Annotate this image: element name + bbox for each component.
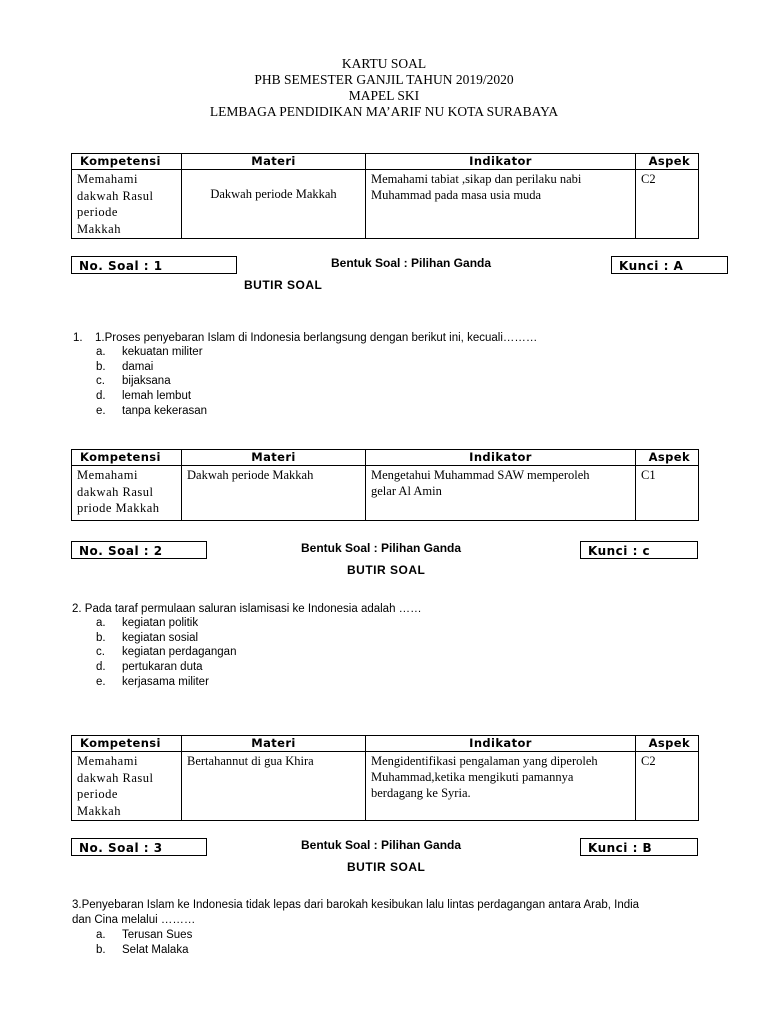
option-item [96, 631, 236, 646]
option-letter: d. [96, 661, 106, 674]
header-institution: LEMBAGA PENDIDIKAN MA’ARIF NU KOTA SURABAYA [209, 104, 559, 119]
butir-soal-label: BUTIR SOAL [347, 860, 426, 874]
text-line: priode Makkah [77, 501, 160, 515]
text-line: gelar Al Amin [371, 484, 442, 498]
text-line: berdagang ke Syria. [371, 786, 471, 800]
col-materi: Materi [182, 154, 366, 170]
question-text-line: dan Cina melalui ……… [72, 913, 196, 926]
text-line: Makkah [77, 803, 121, 818]
text-line: Mengidentifikasi pengalaman yang diperoleh [371, 754, 598, 768]
option-letter: e. [96, 675, 106, 688]
option-text: bijaksana [122, 375, 171, 388]
kunci-box: Kunci : B [580, 838, 698, 856]
option-text: pertukaran duta [122, 661, 203, 674]
text-line: Memahami tabiat ,sikap dan perilaku nabi [371, 172, 582, 186]
option-text: kerjasama militer [122, 675, 209, 688]
col-kompetensi: Kompetensi [72, 736, 182, 752]
option-letter: b. [96, 631, 106, 644]
option-item [96, 943, 192, 958]
text-line: Memahami [77, 754, 138, 768]
options-list-2 [96, 616, 236, 689]
option-item [96, 645, 236, 660]
kunci-box: Kunci : c [580, 541, 698, 559]
col-materi: Materi [182, 736, 366, 752]
option-item [96, 374, 207, 389]
option-item [96, 616, 236, 631]
question-1 [73, 331, 713, 346]
option-item [96, 345, 207, 360]
option-letter: b. [96, 943, 106, 956]
option-text: lemah lembut [122, 390, 192, 403]
bentuk-soal: Bentuk Soal : Pilihan Ganda [301, 838, 462, 852]
cell-kompetensi [72, 170, 182, 239]
col-indikator: Indikator [366, 450, 636, 466]
card-table-1 [71, 153, 699, 239]
option-item [96, 389, 207, 404]
option-text: kekuatan militer [122, 346, 203, 358]
options-list-3 [96, 928, 192, 957]
question-3 [72, 898, 732, 927]
document-header [0, 56, 768, 120]
no-soal-box: No. Soal : 3 [71, 838, 207, 856]
col-kompetensi: Kompetensi [72, 450, 182, 466]
option-item [96, 928, 192, 943]
option-text: kegiatan politik [122, 617, 199, 629]
option-letter: d. [96, 390, 106, 403]
question-text-line: 3.Penyebaran Islam ke Indonesia tidak lepas dari barokah kesibukan lalu lintas perdagangan antara Arab, India [72, 899, 640, 911]
col-indikator: Indikator [366, 154, 636, 170]
option-item [96, 660, 236, 675]
cell-indikator [366, 466, 636, 521]
cell-aspek: C1 [636, 466, 699, 521]
text-line: periode [77, 205, 118, 219]
cell-indikator [366, 170, 636, 239]
cell-materi: Dakwah periode Makkah [182, 466, 366, 521]
text-line: periode [77, 787, 118, 801]
header-exam: PHB SEMESTER GANJIL TAHUN 2019/2020 [254, 72, 514, 87]
col-aspek: Aspek [636, 736, 699, 752]
col-indikator: Indikator [366, 736, 636, 752]
col-aspek: Aspek [636, 450, 699, 466]
option-item [96, 675, 236, 690]
header-subject: MAPEL SKI [348, 88, 420, 103]
option-letter: e. [96, 404, 106, 417]
text-line: Muhammad,ketika mengikuti pamannya [371, 770, 574, 784]
card-table-3 [71, 735, 699, 821]
text-line: Memahami [77, 172, 138, 186]
card-table-2 [71, 449, 699, 521]
option-text: kegiatan perdagangan [122, 646, 237, 659]
option-text: kegiatan sosial [122, 631, 199, 644]
cell-kompetensi [72, 466, 182, 521]
option-letter: a. [96, 617, 106, 629]
butir-soal-label: BUTIR SOAL [347, 563, 426, 577]
text-line: Makkah [77, 221, 121, 236]
text-line: Mengetahui Muhammad SAW memperoleh [371, 468, 590, 482]
option-text: damai [122, 360, 154, 373]
kunci-box: Kunci : A [611, 256, 728, 274]
text-line: dakwah Rasul [77, 188, 154, 203]
option-letter: b. [96, 360, 106, 373]
cell-materi: Bertahannut di gua Khira [182, 752, 366, 821]
butir-soal-label: BUTIR SOAL [244, 278, 323, 292]
option-text: tanpa kekerasan [122, 404, 208, 417]
option-letter: a. [96, 929, 106, 941]
col-kompetensi: Kompetensi [72, 154, 182, 170]
question-text: 1.Proses penyebaran Islam di Indonesia berlangsung dengan berikut ini, kecuali……… [95, 332, 538, 344]
header-title: KARTU SOAL [341, 56, 427, 71]
cell-materi: Dakwah periode Makkah [182, 170, 366, 239]
col-materi: Materi [182, 450, 366, 466]
cell-indikator [366, 752, 636, 821]
bentuk-soal: Bentuk Soal : Pilihan Ganda [301, 541, 462, 555]
text-line: Memahami [77, 468, 138, 482]
col-aspek: Aspek [636, 154, 699, 170]
option-text: Selat Malaka [122, 943, 189, 956]
option-letter: c. [96, 375, 105, 388]
no-soal-box: No. Soal : 1 [71, 256, 237, 274]
cell-aspek: C2 [636, 170, 699, 239]
option-letter: a. [96, 346, 106, 358]
options-list-1 [96, 345, 207, 418]
option-item [96, 404, 207, 419]
option-item [96, 360, 207, 375]
cell-aspek: C2 [636, 752, 699, 821]
text-line: dakwah Rasul [77, 770, 154, 785]
question-2: 2. Pada taraf permulaan saluran islamisasi ke Indonesia adalah …… [72, 603, 422, 615]
cell-kompetensi [72, 752, 182, 821]
bentuk-soal: Bentuk Soal : Pilihan Ganda [331, 256, 492, 270]
no-soal-box: No. Soal : 2 [71, 541, 207, 559]
text-line: Muhammad pada masa usia muda [371, 188, 542, 202]
question-number: 1. [73, 332, 83, 344]
option-letter: c. [96, 646, 105, 659]
text-line: dakwah Rasul [77, 484, 154, 499]
option-text: Terusan Sues [122, 929, 193, 941]
